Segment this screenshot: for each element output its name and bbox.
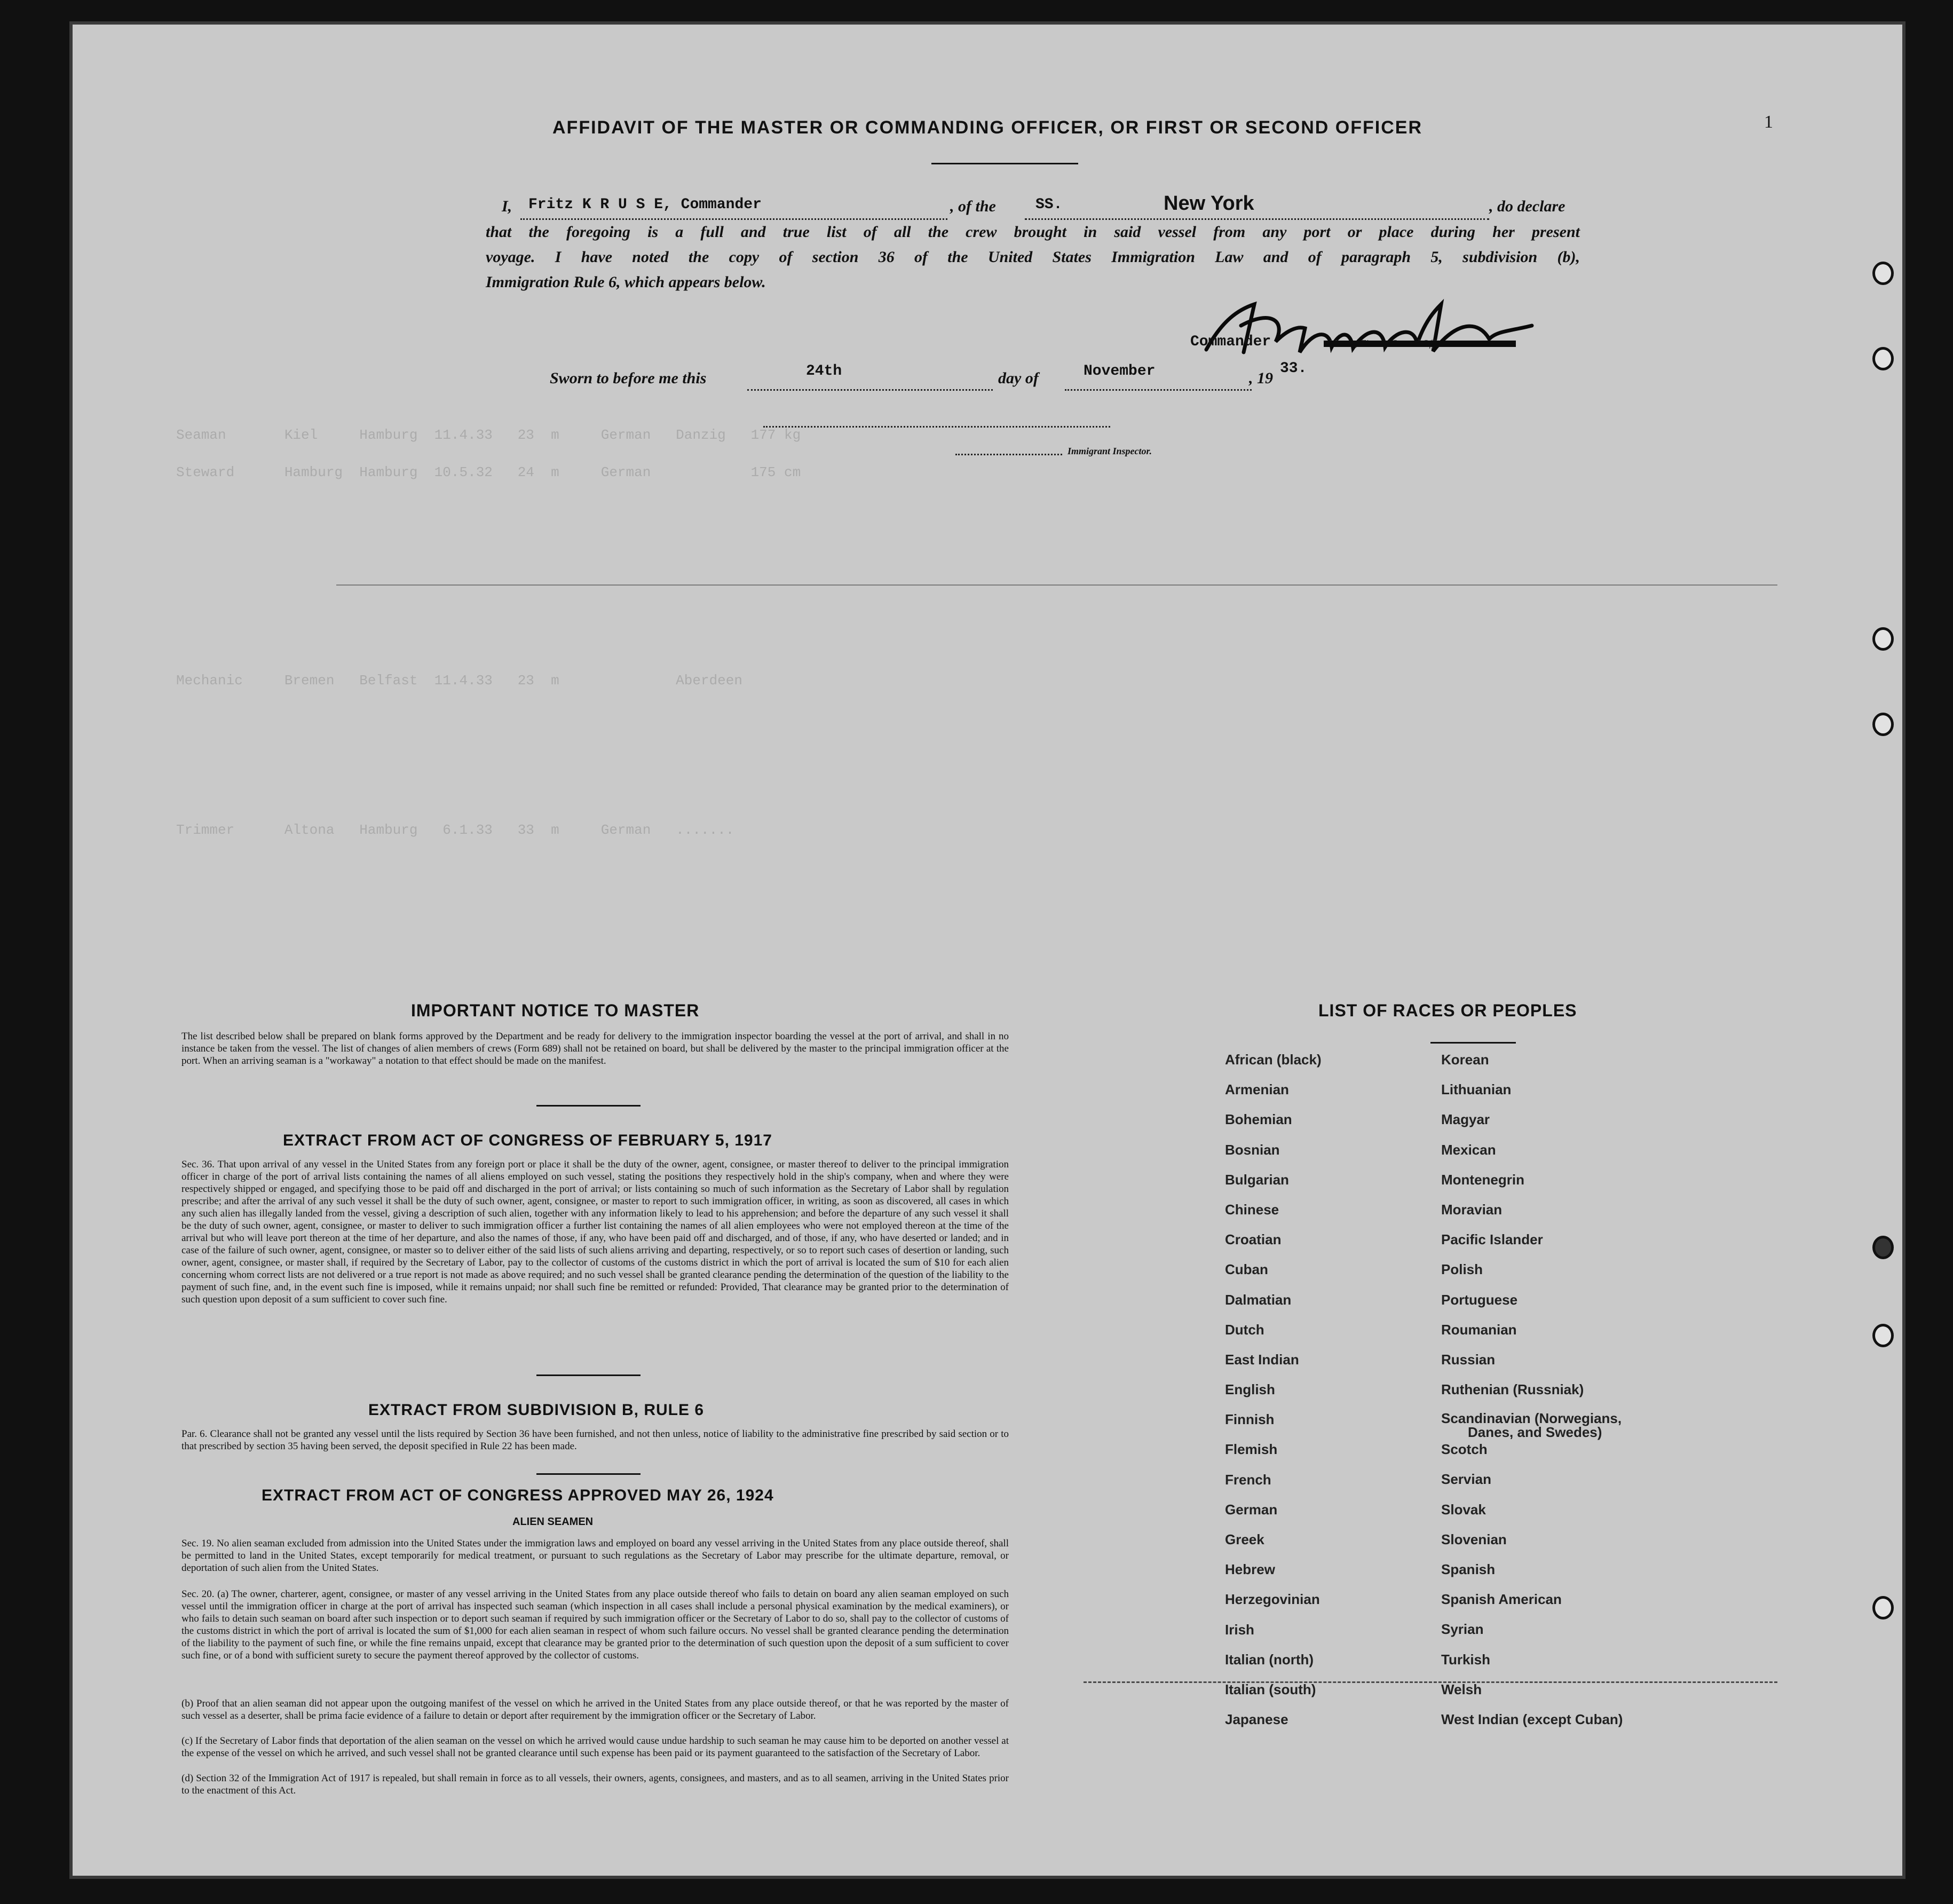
race-item: African (black) bbox=[1225, 1052, 1322, 1068]
race-item: Flemish bbox=[1225, 1441, 1278, 1458]
extract-1924-sec20b: (b) Proof that an alien seaman did not appear upon the outgoing manifest of the vessel on which he arrived in the United States from any place outside thereof, or that he was reported by the master of such vessel as a deserter, shall be prima facie evidence of a failure to detain or deport after requirement by the immigration officer or the Secretary of Labor. bbox=[181, 1698, 1009, 1721]
race-item: Portuguese bbox=[1441, 1291, 1518, 1308]
race-item: Herzegovinian bbox=[1225, 1591, 1320, 1608]
document-page bbox=[69, 21, 1905, 1879]
bleed-through-text: Mechanic Bremen Belfast 11.4.33 23 m Aberdeen bbox=[176, 673, 742, 689]
race-item: German bbox=[1225, 1501, 1278, 1518]
extract-1924-sec20c: (c) If the Secretary of Labor finds that deportation of the alien seaman on the vessel on which he arrived would cause undue hardship to such seaman he may cause him to be deported on another vessel at the expense of the vessel on which he arrived, and such vessel shall not be granted clearance until such expense has been paid or its payment guaranteed to the satisfaction of the Secretary of Labor. bbox=[181, 1735, 1009, 1759]
inspector-short-line bbox=[955, 454, 1062, 455]
rule6-divider bbox=[536, 1473, 641, 1475]
bleed-through-dash-rule bbox=[1084, 1681, 1777, 1683]
races-divider bbox=[1430, 1042, 1516, 1044]
year-suffix: 33. bbox=[1280, 360, 1307, 377]
affidavit-line-2: that the foregoing is a full and true list of all the crew brought in said vessel from any port or place during her present bbox=[486, 223, 1580, 241]
of-the-label: , of the bbox=[950, 197, 996, 215]
punch-hole bbox=[1872, 627, 1894, 651]
races-right-column bbox=[1441, 1052, 1623, 1741]
day-of-label: day of bbox=[998, 369, 1039, 387]
sworn-label: Sworn to before me this bbox=[550, 369, 707, 387]
punch-hole bbox=[1872, 1596, 1894, 1619]
sworn-day-field bbox=[747, 366, 993, 391]
race-item: Korean bbox=[1441, 1052, 1489, 1068]
extract-1924-sec20a: Sec. 20. (a) The owner, charterer, agent, consignee, or master of any vessel arriving in the United States from any place outside thereof who fails to detain on board any alien seaman employed on such vessel until the immigration officer in charge at the port of arrival has inspected such seaman (which inspection in all cases shall include a personal physical examination by the medical examiners), or who fails to detain such seaman on board after such inspection or to deport such seaman if required by such immigration officer or the Secretary of Labor to do so, shall pay to the collector of customs of the customs district in which the port of arrival is located the sum of $1,000 for each alien seaman in respect of whom such failure occurs. No vessel shall be granted clearance pending the determination of the liability to the payment of such fine, or while the fine remains unpaid, except that clearance may be granted prior to the determination of such question upon the deposit of a sum sufficient to cover such fine, or of a bond with sufficient surety to secure the payment thereof approved by the collector of customs. bbox=[181, 1589, 1009, 1661]
race-item: Polish bbox=[1441, 1261, 1483, 1278]
race-item: Cuban bbox=[1225, 1261, 1268, 1278]
race-item: Welsh bbox=[1441, 1681, 1482, 1697]
race-item: Greek bbox=[1225, 1531, 1264, 1547]
affidavit-prefix: I, bbox=[502, 197, 512, 215]
sworn-month: November bbox=[1084, 363, 1156, 380]
extract-1924-sec20d: (d) Section 32 of the Immigration Act of 1917 is repealed, but shall remain in force as to all vessels, their owners, agents, consignees, and masters, and as to all seamen, arriving in the United States prior to the enactment of this Act. bbox=[181, 1773, 1009, 1796]
title-underline bbox=[931, 163, 1078, 164]
punch-hole bbox=[1872, 262, 1894, 285]
race-item: Servian bbox=[1441, 1471, 1491, 1488]
race-item: Chinese bbox=[1225, 1201, 1279, 1218]
punch-hole bbox=[1872, 347, 1894, 370]
race-item: Pacific Islander bbox=[1441, 1231, 1543, 1248]
race-item: French bbox=[1225, 1471, 1271, 1488]
race-item: Croatian bbox=[1225, 1231, 1282, 1248]
vessel-prefix: SS. bbox=[1035, 196, 1063, 213]
race-item: Slovenian bbox=[1441, 1531, 1507, 1547]
bleed-through-text: Seaman Kiel Hamburg 11.4.33 23 m German Danzig 177 kg bbox=[176, 427, 801, 443]
signer-title: Commander bbox=[1190, 334, 1271, 350]
race-item: Finnish bbox=[1225, 1411, 1275, 1428]
signature bbox=[1190, 288, 1607, 374]
master-name: Fritz K R U S E, Commander bbox=[528, 196, 762, 213]
alien-seamen-subtitle: ALIEN SEAMEN bbox=[512, 1516, 594, 1528]
race-item: Russian bbox=[1441, 1351, 1496, 1368]
extract-1917-title: EXTRACT FROM ACT OF CONGRESS OF FEBRUARY 5, 1917 bbox=[283, 1132, 772, 1149]
race-item: Moravian bbox=[1441, 1201, 1503, 1218]
vessel-field bbox=[1025, 195, 1489, 220]
bleed-through-text: Steward Hamburg Hamburg 10.5.32 24 m German 175 cm bbox=[176, 464, 801, 480]
extract-1917-text: Sec. 36. That upon arrival of any vessel in the United States from any foreign port or place it shall be the duty of the owner, agent, consignee, or master thereof to deliver to the principal immigration officer in charge of the port of arrival lists containing the names of all aliens employed on such vessel, stating the positions they respectively hold in the ship's company, when and where they were respectively shipped or engaged, and specifying those to be paid off and discharged in the port of arrival; or lists containing so much of such information as the Secretary of Labor shall by regulation prescribe; and after the arrival of any such vessel it shall be the duty of such owner, agent, consignee, or master to report to such immigration officer, in writing, as soon as discovered, all cases in which any such alien has illegally landed from the vessel, giving a description of such alien, together with any information likely to lead to his apprehension; and before the departure of any such vessel it shall be the duty of such owner, agent, consignee, or master to deliver to such immigration officer a further list containing the names of all alien employees who were not employed thereon at the time of the arrival but who will leave port thereon at the time of her departure, and also the names of those, if any, who have been paid off and discharged, and of those, if any, who have deserted or landed; and in case of the failure of such owner, agent, consignee, or master so to deliver either of the said lists of such aliens arriving and departing, respectively, or so to report such cases of desertion or landing, such owner, agent, consignee, or master shall, if required by the Secretary of Labor, pay to the collector of customs of the customs district in which the port of arrival is located the sum of $10 for each alien concerning whom correct lists are not delivered or a true report is not made as above required; and no such vessel shall be granted clearance pending the determination of the question of the liability to the payment of such fine, and, in the event such fine is imposed, while it remains unpaid; nor shall such fine be remitted or refunded: Provided, That clearance may be granted prior to the determination of such question upon deposit of a sum sufficient to cover such fine. bbox=[181, 1159, 1009, 1305]
page-mark: 1 bbox=[1764, 112, 1773, 132]
race-item: Italian (north) bbox=[1225, 1651, 1314, 1668]
race-item: Dalmatian bbox=[1225, 1291, 1292, 1308]
do-declare-label: , do declare bbox=[1489, 197, 1565, 215]
races-title: LIST OF RACES OR PEOPLES bbox=[1318, 1001, 1577, 1020]
bleed-through-rule bbox=[336, 584, 1777, 586]
year-prefix: , 19 bbox=[1249, 369, 1273, 387]
race-item: Mexican bbox=[1441, 1141, 1496, 1158]
inspector-label: Immigrant Inspector. bbox=[1068, 446, 1152, 456]
race-item: English bbox=[1225, 1381, 1275, 1398]
notice-title: IMPORTANT NOTICE TO MASTER bbox=[411, 1001, 700, 1020]
affidavit-line-4: Immigration Rule 6, which appears below. bbox=[486, 273, 766, 291]
extract-1924-sec19: Sec. 19. No alien seaman excluded from admission into the United States under the immigration laws and employed on board any vessel arriving in the United States from any place outside thereof, shall be permitted to land in the United States, except temporarily for medical treatment, or pursuant to such regulations as the Secretary of Labor may prescribe for the ultimate departure, removal, or deportation of such alien from the United States. bbox=[181, 1538, 1009, 1574]
rule6-text: Par. 6. Clearance shall not be granted any vessel until the lists required by Section 36 have been furnished, and not then unless, notice of liability to the administrative fine prescribed by said section or to that prescribed by section 35 having been served, the deposit specified in Rule 22 has been made. bbox=[181, 1428, 1009, 1452]
race-item: Armenian bbox=[1225, 1081, 1289, 1098]
sworn-day: 24th bbox=[806, 363, 842, 380]
race-item: Bohemian bbox=[1225, 1111, 1292, 1128]
race-item: Slovak bbox=[1441, 1501, 1486, 1518]
race-item: Lithuanian bbox=[1441, 1081, 1512, 1098]
extract-1924-title: EXTRACT FROM ACT OF CONGRESS APPROVED MAY 26, 1924 bbox=[262, 1487, 774, 1504]
race-item: Bulgarian bbox=[1225, 1171, 1289, 1188]
race-item: Bosnian bbox=[1225, 1141, 1280, 1158]
race-item: Ruthenian (Russniak) bbox=[1441, 1381, 1584, 1398]
race-item: Roumanian bbox=[1441, 1321, 1517, 1338]
race-item: Syrian bbox=[1441, 1621, 1484, 1638]
race-item-scandinavian-cont: Danes, and Swedes) bbox=[1468, 1424, 1602, 1441]
race-item bbox=[1441, 1411, 1623, 1441]
race-item-scandinavian: Scandinavian (Norwegians, bbox=[1441, 1410, 1622, 1427]
race-item: Magyar bbox=[1441, 1111, 1490, 1128]
race-item: Scotch bbox=[1441, 1441, 1488, 1458]
race-item: Montenegrin bbox=[1441, 1171, 1524, 1188]
vessel-name: New York bbox=[1164, 192, 1254, 215]
race-item: Dutch bbox=[1225, 1321, 1264, 1338]
affidavit-title: AFFIDAVIT OF THE MASTER OR COMMANDING OFFICER, OR FIRST OR SECOND OFFICER bbox=[552, 117, 1422, 138]
affidavit-line-3: voyage. I have noted the copy of section 36 of the United States Immigration Law and of paragraph 5, subdivision (b), bbox=[486, 248, 1580, 266]
notice-divider bbox=[536, 1105, 641, 1107]
punch-hole bbox=[1872, 1324, 1894, 1347]
races-left-column bbox=[1225, 1052, 1322, 1741]
race-item: Hebrew bbox=[1225, 1561, 1275, 1578]
race-item: Spanish bbox=[1441, 1561, 1496, 1577]
race-item: Japanese bbox=[1225, 1711, 1288, 1728]
race-item: West Indian (except Cuban) bbox=[1441, 1711, 1623, 1727]
bleed-through-text: Trimmer Altona Hamburg 6.1.33 33 m German ....... bbox=[176, 822, 734, 838]
race-item: Italian (south) bbox=[1225, 1681, 1316, 1697]
punch-hole bbox=[1872, 1236, 1894, 1259]
race-item: Spanish American bbox=[1441, 1591, 1562, 1608]
rule6-title: EXTRACT FROM SUBDIVISION B, RULE 6 bbox=[368, 1401, 705, 1419]
notice-text: The list described below shall be prepared on blank forms approved by the Department and be ready for delivery to the immigration inspector boarding the vessel at the port of arrival, and shall in no instance be taken from the vessel. The list of changes of alien members of crews (Form 689) shall not be retained on board, but shall be delivered by the master to the principal immigration officer at the port. When an arriving seaman is a "workaway" a notation to that effect should be made on the manifest. bbox=[181, 1031, 1009, 1066]
inspector-signature-line bbox=[763, 426, 1110, 428]
struck-title-blackout bbox=[1324, 341, 1516, 347]
punch-hole bbox=[1872, 713, 1894, 736]
race-item: East Indian bbox=[1225, 1351, 1299, 1368]
race-item: Irish bbox=[1225, 1621, 1254, 1638]
extract-1917-divider bbox=[536, 1374, 641, 1376]
race-item: Turkish bbox=[1441, 1651, 1490, 1668]
